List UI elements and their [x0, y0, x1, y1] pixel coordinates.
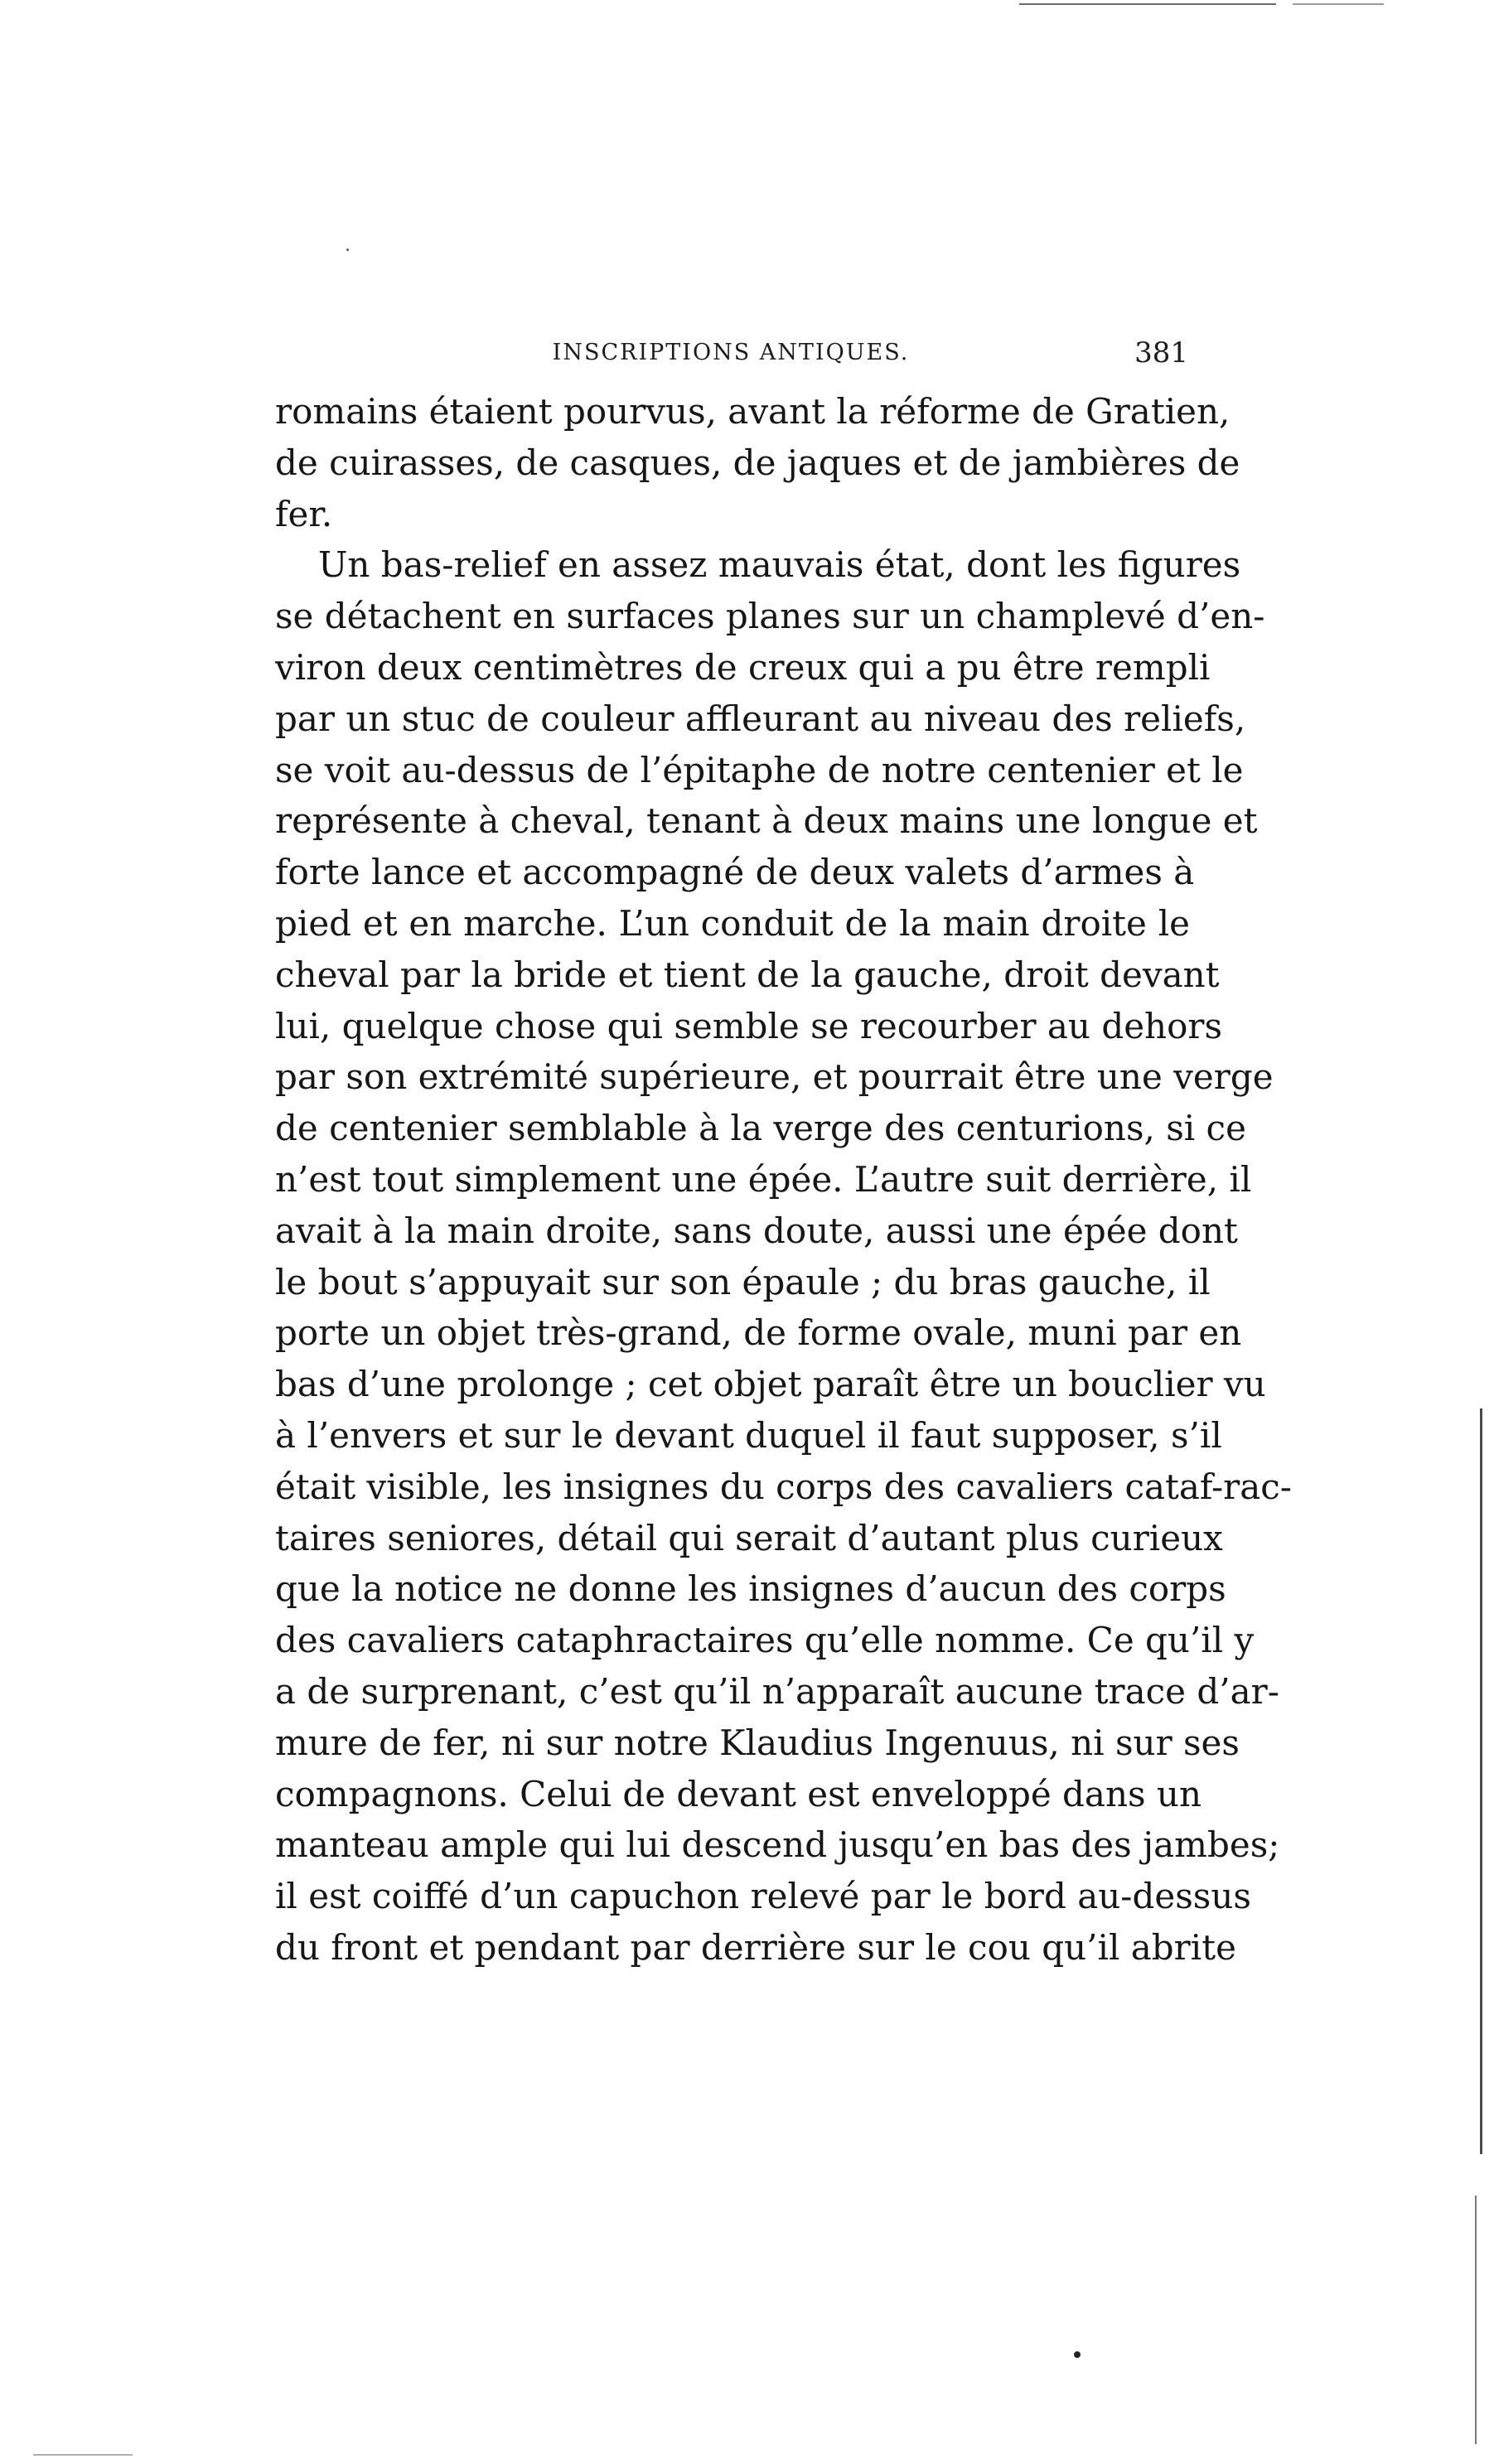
text-line: n’est tout simplement une épée. L’autre suit derrière, il	[275, 1158, 1252, 1200]
text-line: viron deux centimètres de creux qui a pu être rempli	[275, 646, 1211, 688]
scan-artifact-speck	[346, 249, 349, 251]
text-line: se voit au-dessus de l’épitaphe de notre centenier et le	[275, 749, 1244, 790]
text-line: fer.	[275, 493, 333, 534]
text-line: pied et en marche. L’un conduit de la main droite le	[275, 902, 1190, 944]
text-line: représente à cheval, tenant à deux mains une longue et	[275, 800, 1258, 842]
running-title: INSCRIPTIONS ANTIQUES.	[552, 340, 910, 365]
paragraph-first-line: Un bas-relief en assez mauvais état, dont les figures	[318, 544, 1241, 586]
text-line: que la notice ne donne les insignes d’aucun des corps	[275, 1568, 1226, 1610]
text-line: bas d’une prolonge ; cet objet paraît être un bouclier vu	[275, 1364, 1266, 1405]
text-line: romains étaient pourvus, avant la réforme de Gratien,	[275, 391, 1230, 432]
scan-artifact-right-edge	[1480, 1408, 1482, 2154]
text-line: cheval par la bride et tient de la gauche, droit devant	[275, 954, 1220, 995]
text-line: du front et pendant par derrière sur le cou qu’il abrite	[275, 1926, 1236, 1968]
scan-artifact-bottom	[33, 2454, 133, 2456]
text-line: manteau ample qui lui descend jusqu’en bas des jambes;	[275, 1824, 1280, 1866]
text-line: par un stuc de couleur affleurant au niveau des reliefs,	[275, 698, 1246, 739]
text-line: à l’envers et sur le devant duquel il faut supposer, s’il	[275, 1414, 1222, 1456]
running-head	[273, 336, 1188, 373]
text-line: des cavaliers cataphractaires qu’elle nomme. Ce qu’il y	[275, 1620, 1255, 1661]
text-line: lui, quelque chose qui semble se recourber au dehors	[275, 1005, 1223, 1046]
text-line: avait à la main droite, sans doute, aussi une épée dont	[275, 1210, 1238, 1251]
scan-artifact-dot	[1074, 2351, 1081, 2358]
scan-artifact-top-line-2	[1293, 3, 1384, 5]
text-line: compagnons. Celui de devant est enveloppé dans un	[275, 1773, 1202, 1814]
text-line: de cuirasses, de casques, de jaques et de jambières de	[275, 442, 1240, 483]
text-line: mure de fer, ni sur notre Klaudius Ingenuus, ni sur ses	[275, 1722, 1240, 1763]
text-line: le bout s’appuyait sur son épaule ; du bras gauche, il	[275, 1261, 1211, 1302]
body-text	[275, 386, 1293, 1974]
text-line: il est coiffé d’un capuchon relevé par le bord au-dessus	[275, 1876, 1251, 1917]
text-line: taires seniores, détail qui serait d’autant plus curieux	[275, 1517, 1223, 1558]
text-line: se détachent en surfaces planes sur un champlevé d’en-	[275, 596, 1265, 637]
page-number: 381	[1134, 336, 1188, 370]
text-line: a de surprenant, c’est qu’il n’apparaît aucune trace d’ar-	[275, 1670, 1279, 1712]
text-line: de centenier semblable à la verge des centurions, si ce	[275, 1108, 1246, 1149]
text-line: porte un objet très-grand, de forme ovale, muni par en	[275, 1312, 1242, 1354]
scan-artifact-right-edge-2	[1475, 2196, 1477, 2444]
text-line: était visible, les insignes du corps des cavaliers cataf-rac-	[275, 1466, 1293, 1507]
scan-artifact-top-line	[1019, 3, 1276, 5]
text-line: forte lance et accompagné de deux valets d’armes à	[275, 852, 1195, 893]
text-line: par son extrémité supérieure, et pourrait être une verge	[275, 1056, 1274, 1098]
